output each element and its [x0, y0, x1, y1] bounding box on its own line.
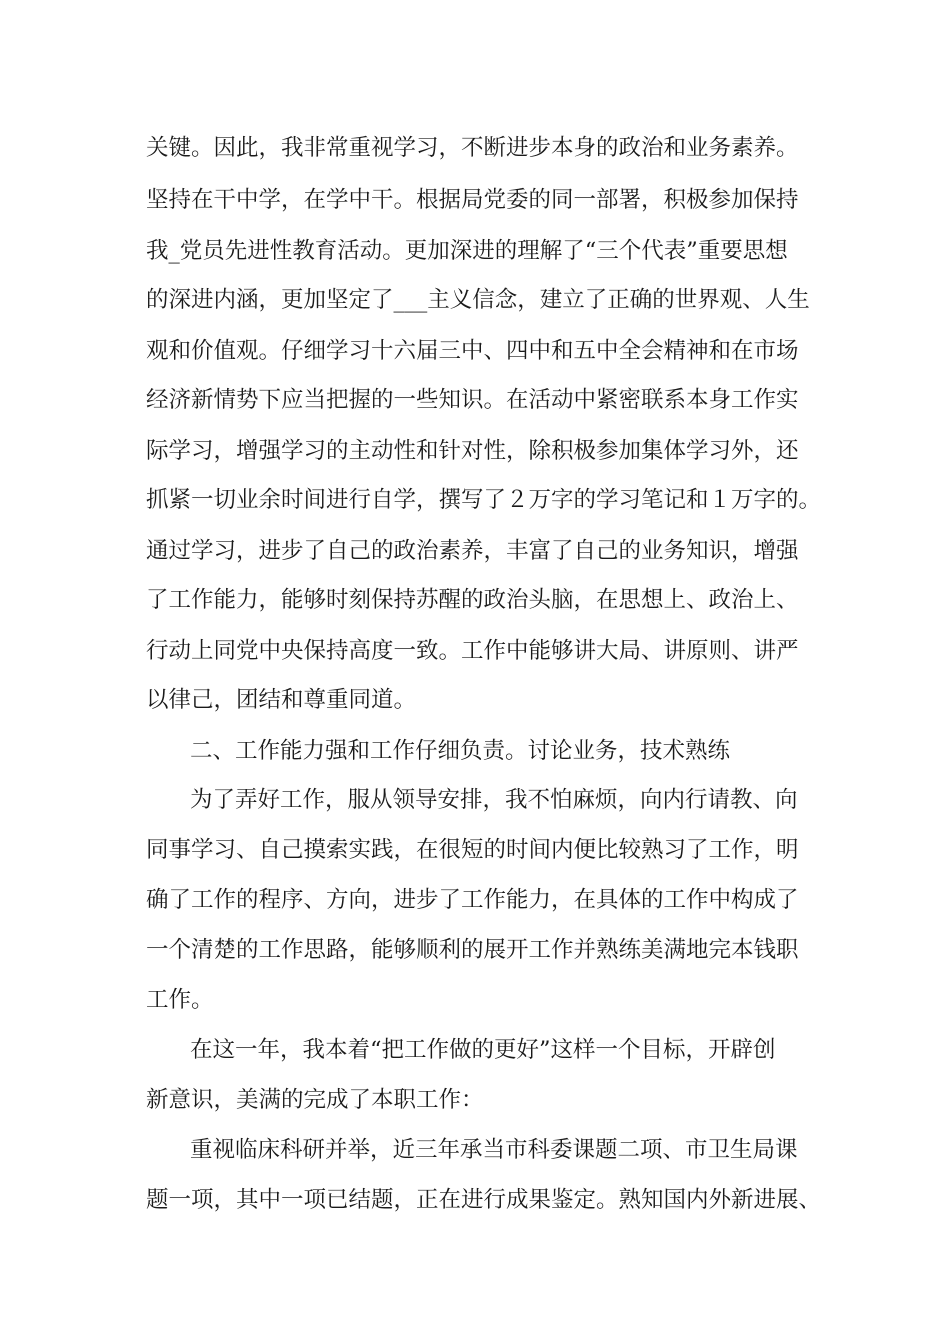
text-line: 关键。因此，我非常重视学习，不断进步本身的政治和业务素养。 — [146, 135, 799, 161]
text-line: 了工作能力，能够时刻保持苏醒的政治头脑，在思想上、政治上、 — [146, 587, 799, 613]
text-line: 重视临床科研并举，近三年承当市科委课题二项、市卫生局课 — [190, 1137, 798, 1163]
text-line: 坚持在干中学，在学中干。根据局党委的同一部署，积极参加保持 — [146, 187, 799, 213]
text-line: 以律己，团结和尊重同道。 — [146, 687, 417, 713]
text-line: 的深进内涵，更加坚定了___主义信念，建立了正确的世界观、人生 — [146, 287, 810, 313]
text-line: 工作。 — [146, 987, 214, 1013]
text-line: 通过学习，进步了自己的政治素养，丰富了自己的业务知识，增强 — [146, 538, 799, 564]
text-line: 行动上同党中央保持高度一致。工作中能够讲大局、讲原则、讲严 — [146, 638, 799, 664]
text-line: 题一项，其中一项已结题，正在进行成果鉴定。熟知国内外新进展、 — [146, 1187, 822, 1213]
text-line: 为了弄好工作，服从领导安排，我不怕麻烦，向内行请教、向 — [190, 787, 798, 813]
text-line: 际学习，增强学习的主动性和针对性，除积极参加集体学习外，还 — [146, 438, 799, 464]
text-line: 同事学习、自己摸索实践，在很短的时间内便比较熟习了工作，明 — [146, 837, 799, 863]
text-line: 经济新情势下应当把握的一些知识。在活动中紧密联系本身工作实 — [146, 387, 799, 413]
text-line: 在这一年，我本着“把工作做的更好”这样一个目标，开辟创 — [190, 1037, 776, 1063]
text-line: 抓紧一切业余时间进行自学，撰写了２万字的学习笔记和１万字的。 — [146, 487, 822, 513]
text-line: 新意识，美满的完成了本职工作： — [146, 1087, 484, 1113]
section-heading: 二、工作能力强和工作仔细负责。讨论业务，技术熟练 — [190, 738, 731, 764]
text-line: 我_党员先进性教育活动。更加深进的理解了“三个代表”重要思想 — [146, 238, 788, 264]
text-line: 一个清楚的工作思路，能够顺利的展开工作并熟练美满地完本钱职 — [146, 937, 799, 963]
text-line: 观和价值观。仔细学习十六届三中、四中和五中全会精神和在市场 — [146, 338, 799, 364]
text-line: 确了工作的程序、方向，进步了工作能力，在具体的工作中构成了 — [146, 887, 799, 913]
